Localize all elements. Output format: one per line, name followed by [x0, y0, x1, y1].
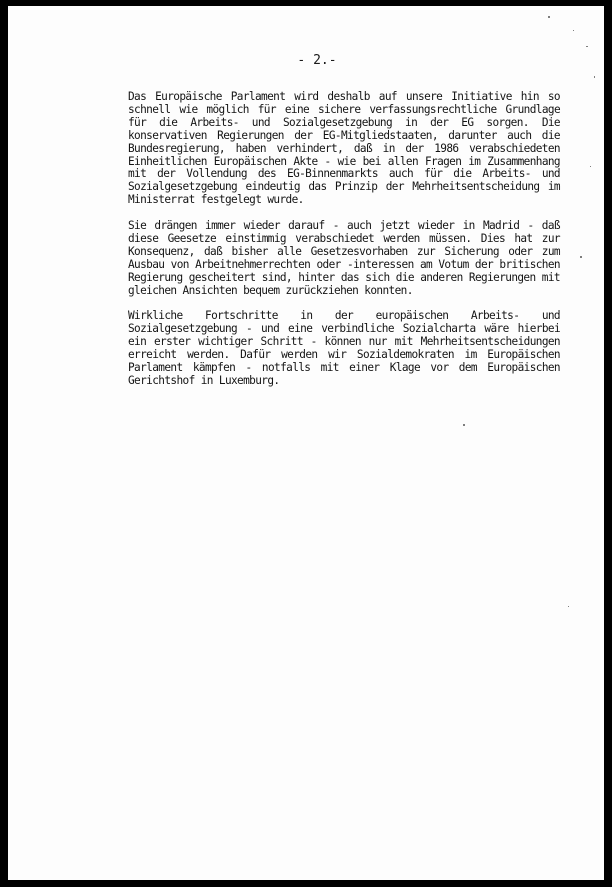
scan-speck: [568, 606, 569, 607]
scan-speck: [548, 16, 550, 18]
scan-speck: [586, 46, 588, 47]
scan-speck: [573, 30, 574, 31]
paragraph-3: Wirkliche Fortschritte in der europäischen Arbeits- und Sozialgesetzgebung - und eine verbindliche Sozialcharta wäre hierbei ein erster wichtiger Schritt - können nur mit Mehrheitsentscheidungen erreicht werden. Dafür werden wir Sozialdemokraten im Europäischen Parlament kämpfen - notfalls mit einer Klage vor dem Europäischen Gerichtshof in Luxemburg.: [128, 309, 560, 387]
scan-speck: [463, 424, 465, 426]
body-text: [128, 91, 560, 401]
page-number: - 2.-: [297, 53, 337, 68]
paragraph-1: Das Europäische Parlament wird deshalb auf unsere Initiative hin so schnell wie möglich für eine sichere verfassungsrechtliche Grundlage für die Arbeits- und Sozialgesetzgebung in der EG sorgen. Die konservativen Regierungen der EG-Mitgliedstaaten, darunter auch die Bundesregierung, haben verhindert, daß in der 1986 verabschiedeten Einheitlichen Europäischen Akte - wie bei allen Fragen im Zusammenhang mit der Vollendung des EG-Binnenmarkts auch für die Arbeits- und Sozialgesetzgebung eindeutig das Prinzip der Mehrheitsentscheidung im Ministerrat festgelegt wurde.: [128, 90, 560, 207]
document-page: [8, 6, 604, 880]
paragraph-2: Sie drängen immer wieder darauf - auch jetzt wieder in Madrid - daß diese Geesetze einstimmig verabschiedet werden müssen. Dies hat zur Konsequenz, daß bisher alle Gesetzesvorhaben zur Sicherung oder zum Ausbau von Arbeitnehmerrechten oder -interessen am Votum der britischen Regierung gescheitert sind, hinter das sich die anderen Regierungen mit gleichen Ansichten bequem zurückziehen konnten.: [128, 219, 560, 297]
scan-speck: [580, 256, 582, 258]
scan-speck: [590, 166, 591, 167]
scan-speck: [594, 76, 595, 78]
